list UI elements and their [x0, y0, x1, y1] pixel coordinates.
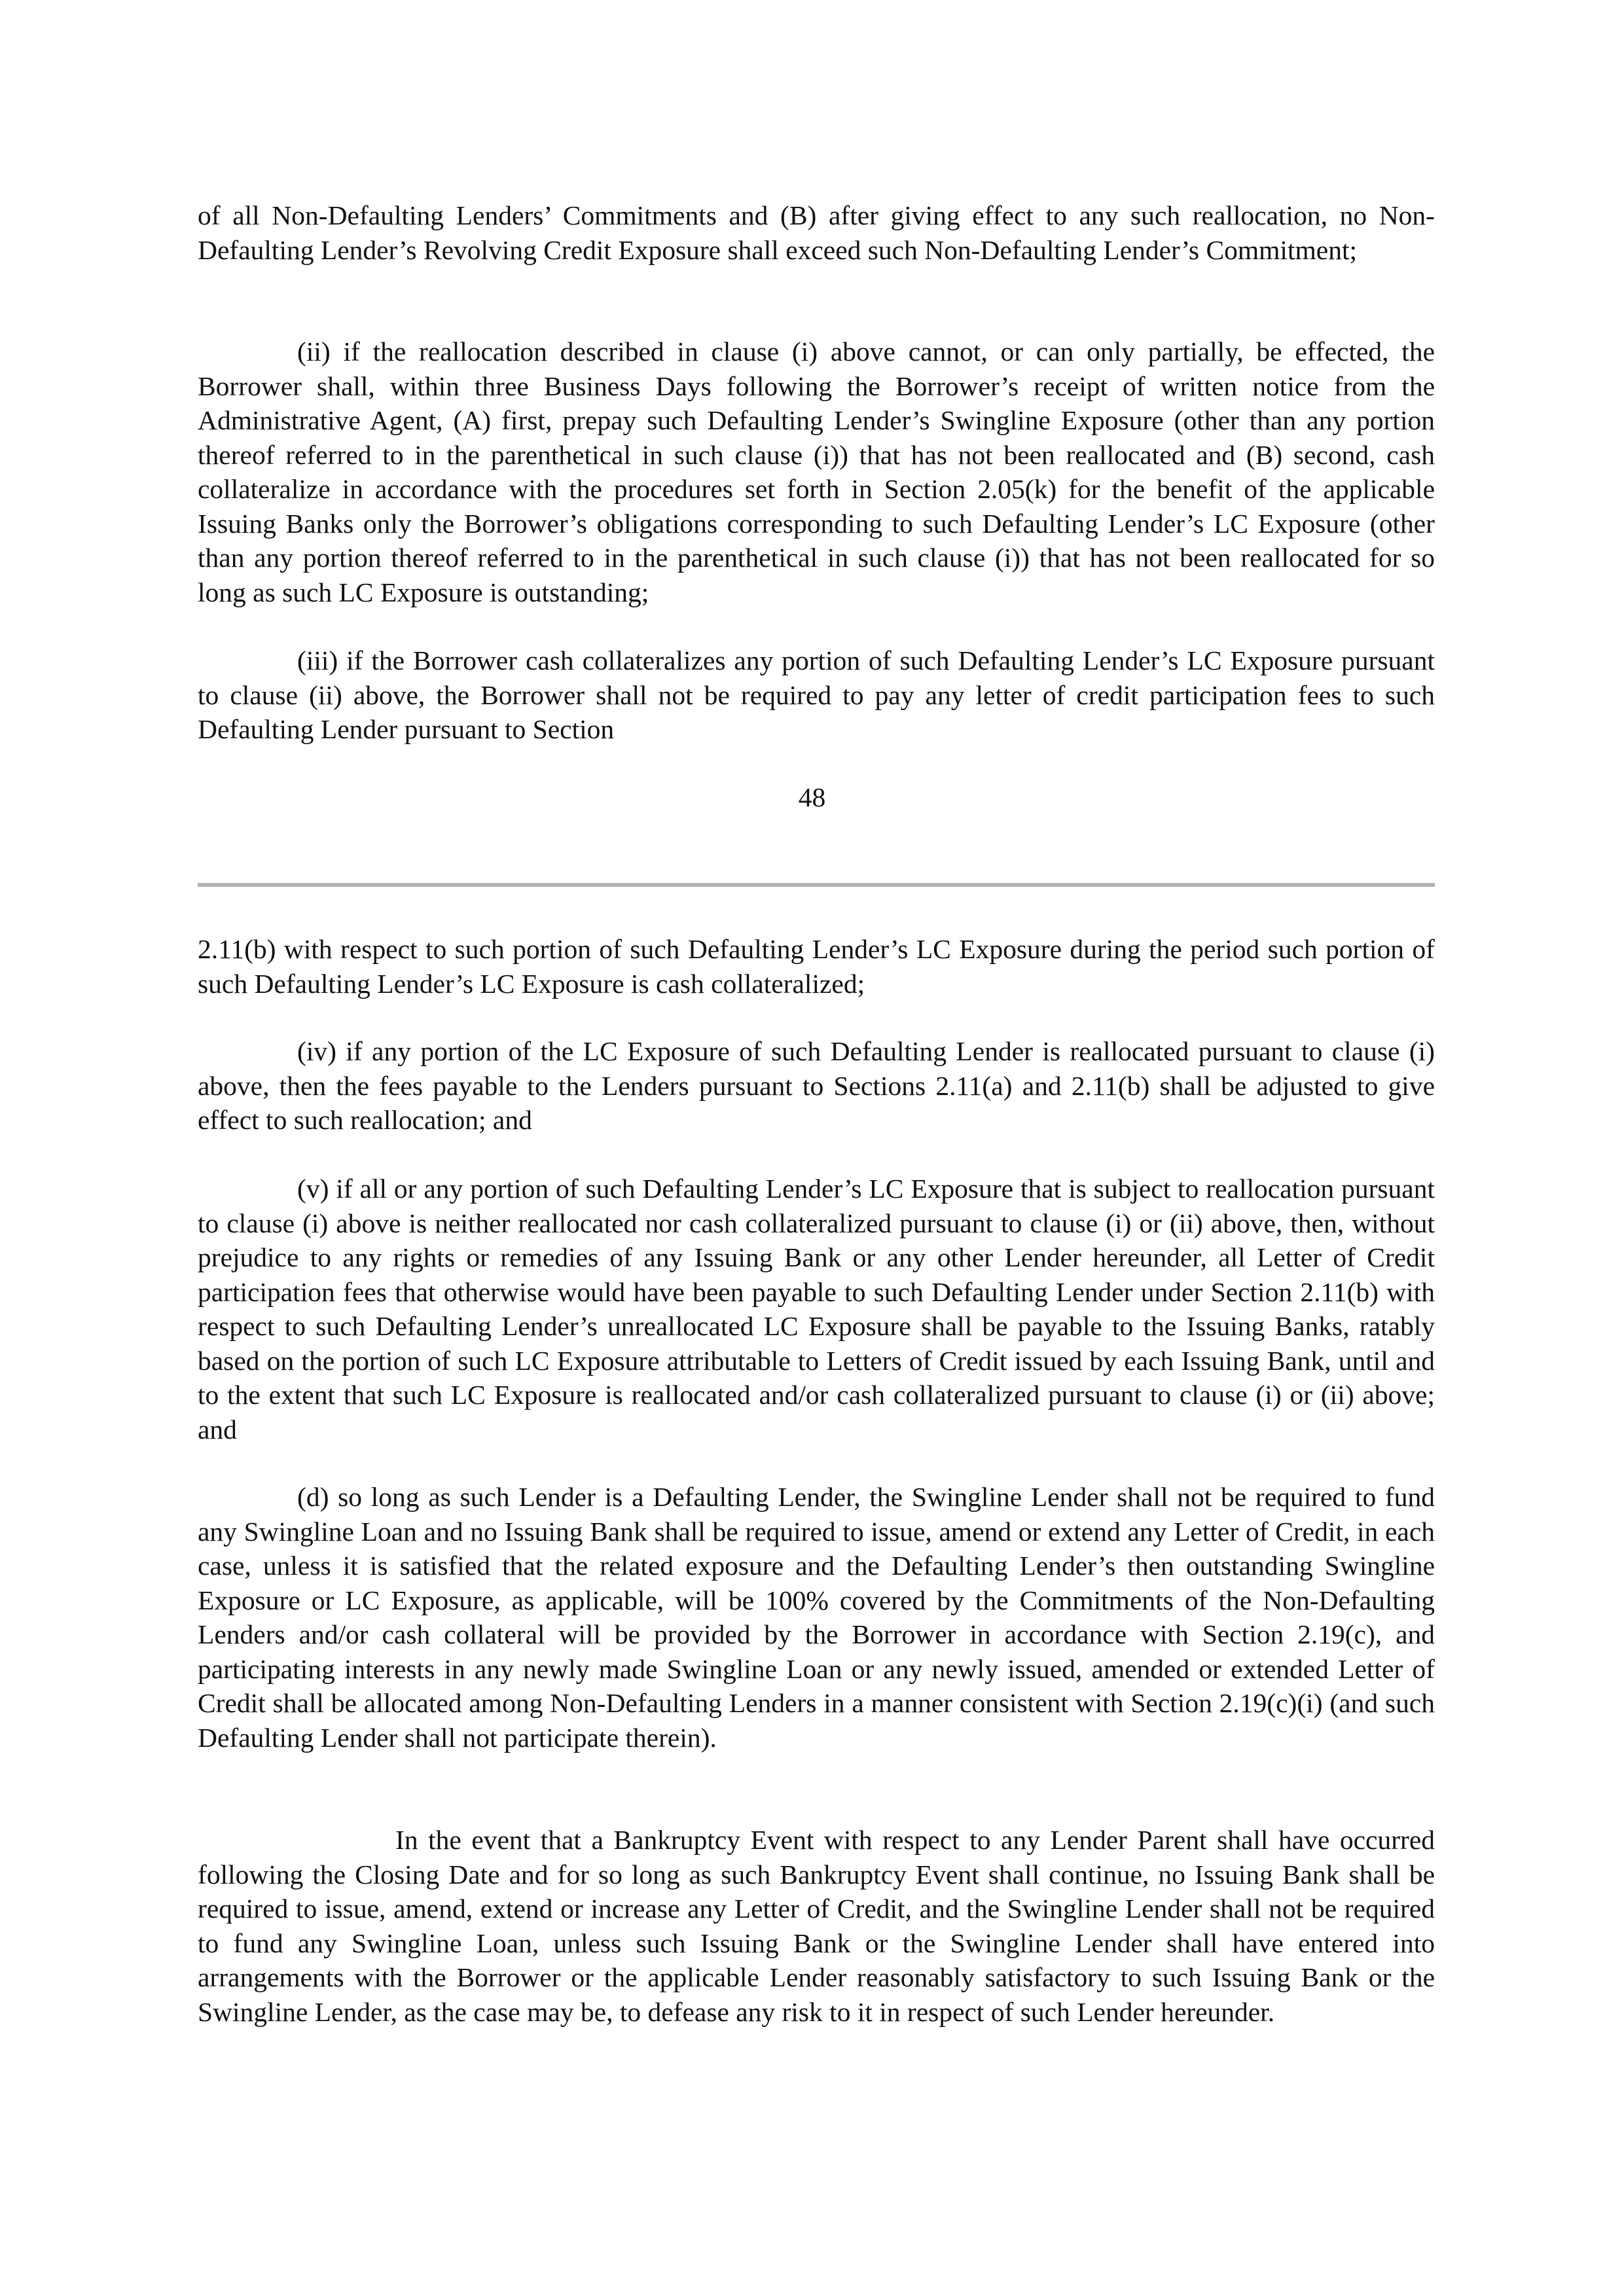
paragraph-clause-v: (v) if all or any portion of such Defaulting Lender’s LC Exposure that is subject to reallocation pursuant to clause (i) above is neither reallocated nor cash collateralized pursuant to clause (i) or (ii) above, then, without prejudice to any rights or remedies of any Issuing Bank or any other Lender hereunder, all Letter of Credit participation fees that otherwise would have been payable to such Defaulting Lender under Section 2.11(b) with respect to such Defaulting Lender’s unreallocated LC Exposure shall be payable to the Issuing Banks, ratably based on the portion of such LC Exposure attributable to Letters of Credit issued by each Issuing Bank, until and to the extent that such LC Exposure is reallocated and/or cash collateralized pursuant to clause (i) or (ii) above; and [198, 1174, 1435, 1444]
paragraph-clause-d: (d) so long as such Lender is a Defaulting Lender, the Swingline Lender shall not be required to fund any Swingline Loan and no Issuing Bank shall be required to issue, amend or extend any Letter of Credit, in each case, unless it is satisfied that the related exposure and the Defaulting Lender’s then outstanding Swingline Exposure or LC Exposure, as applicable, will be 100% covered by the Commitments of the Non-Defaulting Lenders and/or cash collateral will be provided by the Borrower in accordance with Section 2.19(c), and participating interests in any newly made Swingline Loan or any newly issued, amended or extended Letter of Credit shall be allocated among Non-Defaulting Lenders in a manner consistent with Section 2.19(c)(i) (and such Defaulting Lender shall not participate therein). [198, 1482, 1435, 1753]
paragraph-clause-ii: (ii) if the reallocation described in clause (i) above cannot, or can only partially, be effected, the Borrower shall, within three Business Days following the Borrower’s receipt of written notice from the Administrative Agent, (A) first, prepay such Defaulting Lender’s Swingline Exposure (other than any portion thereof referred to in the parenthetical in such clause (i)) that has not been reallocated and (B) second, cash collateralize in accordance with the procedures set forth in Section 2.05(k) for the benefit of the applicable Issuing Banks only the Borrower’s obligations corresponding to such Defaulting Lender’s LC Exposure (other than any portion thereof referred to in the parenthetical in such clause (i)) that has not been reallocated for so long as such LC Exposure is outstanding; [198, 336, 1435, 607]
paragraph-bankruptcy-event: In the event that a Bankruptcy Event with respect to any Lender Parent shall have occurred following the Closing Date and for so long as such Bankruptcy Event shall continue, no Issuing Bank shall be required to issue, amend, extend or increase any Letter of Credit, and the Swingline Lender shall not be required to fund any Swingline Loan, unless such Issuing Bank or the Swingline Lender shall have entered into arrangements with the Borrower or the applicable Lender reasonably satisfactory to such Issuing Bank or the Swingline Lender, as the case may be, to defease any risk to it in respect of such Lender hereunder. [198, 1825, 1435, 2027]
paragraph-clause-iv: (iv) if any portion of the LC Exposure of such Defaulting Lender is reallocated pursuant to clause (i) above, then the fees payable to the Lenders pursuant to Sections 2.11(a) and 2.11(b) shall be adjusted to give effect to such reallocation; and [198, 1036, 1435, 1135]
paragraph-continuation-section-2-11b: 2.11(b) with respect to such portion of such Defaulting Lender’s LC Exposure during the period such portion of such Defaulting Lender’s LC Exposure is cash collateralized; [198, 934, 1435, 999]
paragraph-continuation: of all Non-Defaulting Lenders’ Commitments and (B) after giving effect to any such reallocation, no Non-Defaulting Lender’s Revolving Credit Exposure shall exceed such Non-Defaulting Lender’s Commitment; [198, 200, 1435, 265]
page-number: 48 [798, 782, 826, 812]
paragraph-clause-iii: (iii) if the Borrower cash collateralizes any portion of such Defaulting Lender’s LC Exposure pursuant to clause (ii) above, the Borrower shall not be required to pay any letter of credit participation fees to such Defaulting Lender pursuant to Section [198, 645, 1435, 744]
page-break-divider [198, 883, 1435, 887]
